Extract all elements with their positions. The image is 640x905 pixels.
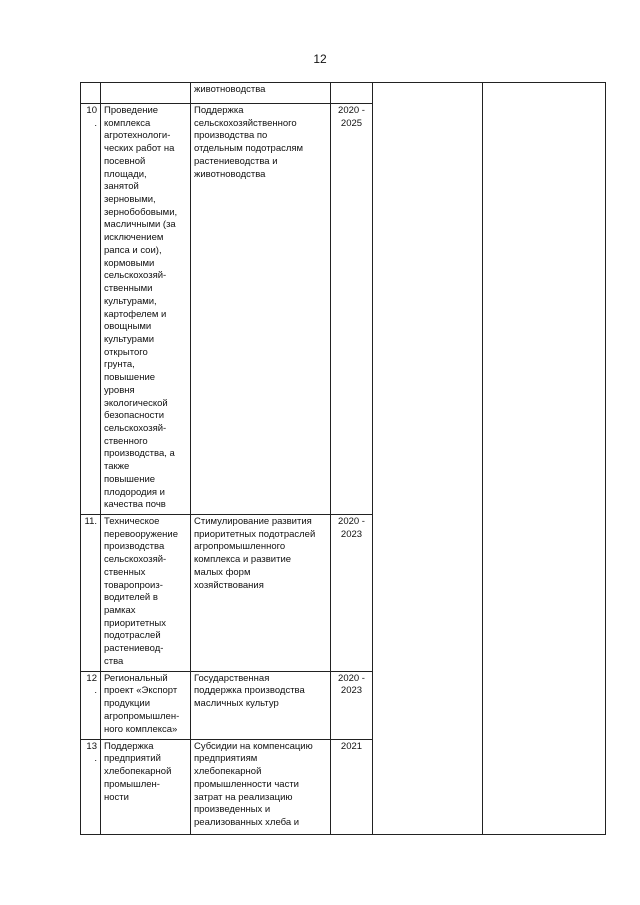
row-number bbox=[81, 83, 101, 104]
direction-cell: Субсидии на компенсацию предприятиям хлебопекарной промышленности части затрат на реализацию произведенных и реализованных хлеба и bbox=[191, 739, 331, 834]
period-cell bbox=[331, 83, 373, 104]
event-name-cell: Региональный проект «Экспорт продукции агропромышлен- ного комплекса» bbox=[101, 671, 191, 739]
event-name-cell bbox=[101, 83, 191, 104]
period-cell: 2020 - 2023 bbox=[331, 515, 373, 672]
period-cell: 2021 bbox=[331, 739, 373, 834]
row-number: 11. bbox=[81, 515, 101, 672]
table-row bbox=[81, 83, 606, 104]
direction-cell: Поддержка сельскохозяйственного производства по отдельным подотраслям растениеводства и животноводства bbox=[191, 104, 331, 515]
page-number: 12 bbox=[313, 52, 327, 66]
row-number: 13. bbox=[81, 739, 101, 834]
empty-cell bbox=[373, 83, 483, 835]
event-name-cell: Поддержка предприятий хлебопекарной промышлен- ности bbox=[101, 739, 191, 834]
empty-cell bbox=[483, 83, 606, 835]
program-table bbox=[80, 82, 606, 835]
direction-cell: животноводства bbox=[191, 83, 331, 104]
direction-cell: Стимулирование развития приоритетных подотраслей агропромышленного комплекса и развитие малых форм хозяйствования bbox=[191, 515, 331, 672]
period-cell: 2020 - 2025 bbox=[331, 104, 373, 515]
direction-cell: Государственная поддержка производства масличных культур bbox=[191, 671, 331, 739]
row-number: 12. bbox=[81, 671, 101, 739]
row-number: 10. bbox=[81, 104, 101, 515]
event-name-cell: Проведение комплекса агротехнологи- ческих работ на посевной площади, занятой зерновыми, зернобобовыми, масличными (за исключением рапса и сои), кормовыми сельскохозяй- ственными культурами, картофелем и овощными культурами открытого грунта, повышение уровня экологической безопасности сельскохозяй- ственного производства, а также повышение плодородия и качества почв bbox=[101, 104, 191, 515]
period-cell: 2020 - 2023 bbox=[331, 671, 373, 739]
event-name-cell: Техническое перевооружение производства сельскохозяй- ственных товаропроиз- водителей в рамках приоритетных подотраслей растениевод- ства bbox=[101, 515, 191, 672]
